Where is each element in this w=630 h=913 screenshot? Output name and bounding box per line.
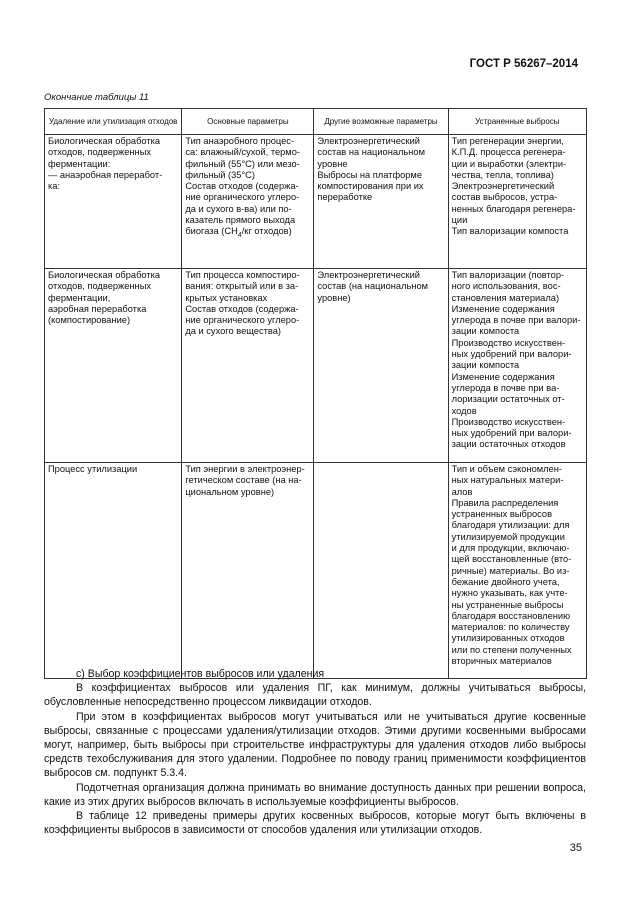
cell-line: ние органического углеро- — [185, 192, 300, 203]
cell-line: Процесс утилизации — [48, 464, 138, 474]
table-row — [45, 463, 587, 679]
table-row — [45, 269, 587, 463]
cell-text: /кг отходов) — [241, 226, 292, 237]
cell-line: Тип процесса компостиро- — [185, 270, 300, 280]
table-caption: Окончание таблицы 11 — [44, 92, 149, 103]
cell-line: чества, тепла, топлива) — [451, 169, 554, 180]
cell-line: Производство искусствен- — [451, 337, 566, 348]
cell-line: К.П.Д. процесса регенера- — [451, 147, 566, 158]
paragraph: В таблице 12 приведены примеры других косвенных выбросов, которые могут быть включены в коэффициенты выбросов в зависимости от способов удаления или утилизации отходов. — [44, 810, 586, 837]
paragraph: Подотчетная организация должна принимать во внимание доступность данных при решении вопроса, какие из этих других выбросов включать в используемые коэффициенты выбросов. — [44, 781, 586, 808]
cell-line: устраненных выбросов — [451, 509, 553, 520]
cell-line: ных натуральных матери- — [451, 475, 564, 486]
table-row — [45, 135, 587, 269]
cell-line: Тип и объем сэкономлен- — [451, 464, 562, 474]
cell-line: ходов — [451, 405, 477, 416]
cell-line: Правила распределения — [451, 497, 559, 508]
cell-line: Состав отходов (содержа- — [185, 303, 299, 314]
cell-line: отходов, подверженных — [48, 147, 152, 158]
cell-line: лоризации остаточных от- — [451, 394, 565, 405]
table-cell — [45, 135, 182, 269]
cell-line: Тип регенерации энергии, — [451, 136, 564, 146]
cell-line: Состав отходов (содержа- — [185, 181, 299, 192]
cell-line: да и сухого в-ва) или по- — [185, 203, 292, 214]
cell-line: благодаря утилизации: для — [451, 520, 570, 531]
cell-line: Электроэнергетический — [317, 136, 420, 146]
cell-line: циональном уровне) — [185, 486, 275, 497]
table-cell — [182, 269, 314, 463]
cell-line: (компостирование) — [48, 315, 131, 326]
paragraph: В коэффициентах выбросов или удаления ПГ, как минимум, должны учитываться выбросы, обусловленные непосредственно процессом ликвидации отходов. — [44, 682, 586, 709]
table-cell — [448, 463, 586, 679]
cell-line: вания: открытый или в за- — [185, 281, 299, 292]
cell-line: компостирования при их — [317, 181, 424, 192]
cell-line: Изменение содержания — [451, 371, 555, 382]
cell-line: зации компоста — [451, 360, 520, 371]
table-cell — [45, 463, 182, 679]
cell-line: становления материала) — [451, 292, 560, 303]
cell-line: состав (на национальном — [317, 281, 429, 292]
cell-line: Тип энергии в электроэнер- — [185, 464, 305, 474]
cell-line: Биологическая обработка — [48, 270, 161, 280]
column-header: Удаление или утилизация отходов — [45, 109, 182, 135]
cell-line: крытых установках — [185, 292, 268, 303]
cell-line: углерода в почве при ва- — [451, 382, 560, 393]
cell-line: да и сухого вещества) — [185, 326, 281, 337]
cell-line: Электроэнергетический — [451, 181, 555, 192]
cell-line: ны устраненные выбросы — [451, 599, 564, 610]
body-text — [44, 667, 586, 837]
cell-line: Тип валоризации компоста — [451, 226, 569, 237]
cell-line: алов — [451, 486, 473, 497]
table-cell — [314, 463, 448, 679]
cell-line: или по степени полученных — [451, 644, 572, 655]
subscript: 4 — [237, 232, 242, 240]
cell-line: Изменение содержания — [451, 303, 555, 314]
cell-line: переработке — [317, 192, 373, 203]
table-cell — [45, 269, 182, 463]
table-cell — [182, 463, 314, 679]
cell-line: вторичных материалов — [451, 656, 552, 667]
table-cell — [314, 135, 448, 269]
cell-line: Производство искусствен- — [451, 416, 566, 427]
page-number: 35 — [569, 842, 582, 854]
cell-line: состав на национальном — [317, 147, 425, 158]
cell-line — [185, 226, 310, 240]
cell-line: отходов, подверженных — [48, 281, 152, 292]
cell-line: бежание двойного учета, — [451, 576, 560, 587]
cell-line: уровне — [317, 158, 348, 169]
cell-line: ненных благодаря регенера- — [451, 203, 576, 214]
cell-line: ферментации, — [48, 292, 111, 303]
table-cell — [314, 269, 448, 463]
cell-line: ных удобрений при валори- — [451, 428, 572, 439]
cell-line: углерода в почве при валори- — [451, 315, 581, 326]
cell-line: гетическом составе (на на- — [185, 475, 302, 486]
cell-line: ричные) материалы. Во из- — [451, 565, 570, 576]
cell-line: ции — [451, 215, 468, 226]
cell-line: — анаэробная переработ- — [48, 169, 163, 180]
cell-line: са: влажный/сухой, термо- — [185, 147, 300, 158]
cell-line: благодаря восстановлению — [451, 610, 571, 621]
column-header: Другие возможные параметры — [314, 109, 448, 135]
cell-line: ции и выработки (электри- — [451, 158, 567, 169]
cell-line: казатель прямого выхода — [185, 215, 296, 226]
cell-text: биогаза (CH — [185, 226, 238, 237]
cell-line: ка: — [48, 181, 61, 192]
document-id: ГОСТ Р 56267–2014 — [469, 58, 578, 70]
subheading: с) Выбор коэффициентов выбросов или удаления — [76, 668, 325, 680]
column-header: Устраненные выбросы — [448, 109, 586, 135]
cell-line: ние органического углеро- — [185, 315, 300, 326]
table-cell — [182, 135, 314, 269]
cell-line: аэробная переработка — [48, 303, 147, 314]
cell-line: Тип анаэробного процес- — [185, 136, 295, 146]
cell-line: уровне) — [317, 292, 351, 303]
cell-line: щей восстановленные (вто- — [451, 554, 572, 565]
cell-line: материалов: по количеству — [451, 622, 570, 633]
cell-line: Выбросы на платформе — [317, 169, 422, 180]
cell-line: Тип валоризации (повтор- — [451, 270, 565, 280]
cell-line: ного использования, вос- — [451, 281, 561, 292]
cell-line: Электроэнергетический — [317, 270, 420, 280]
cell-line: и для продукции, включаю- — [451, 543, 570, 554]
cell-line: утилизируемой продукции — [451, 531, 565, 542]
cell-line: зации остаточных отходов — [451, 439, 566, 450]
cell-line: ферментации: — [48, 158, 111, 169]
cell-line: нужно указывать, как учте- — [451, 588, 568, 599]
cell-line: ных удобрений при валори- — [451, 349, 572, 360]
cell-line: Биологическая обработка — [48, 136, 161, 146]
table-cell — [448, 269, 586, 463]
cell-line: зации компоста — [451, 326, 520, 337]
paragraph: При этом в коэффициентах выбросов могут учитываться или не учитываться другие косвенные выбросы, связанные с процессами удаления/утилизации отходов. Этими другими косвенными выбросами могут, например, быть выбросы при строительстве инфраструктуры для удаления отходов либо выбросы средств техобслуживания для этого удалении. Подробнее по поводу границ применимости коэффициентов выбросов см. подпункт 5.3.4. — [44, 710, 586, 780]
cell-line: утилизированных отходов — [451, 633, 565, 644]
table-cell — [448, 135, 586, 269]
cell-line: фильный (55°C) или мезо- — [185, 158, 300, 169]
column-header: Основные параметры — [182, 109, 314, 135]
cell-line: фильный (35°C) — [185, 169, 255, 180]
table-header-row — [45, 109, 587, 135]
table-11 — [44, 108, 587, 679]
cell-line: состав выбросов, устра- — [451, 192, 558, 203]
